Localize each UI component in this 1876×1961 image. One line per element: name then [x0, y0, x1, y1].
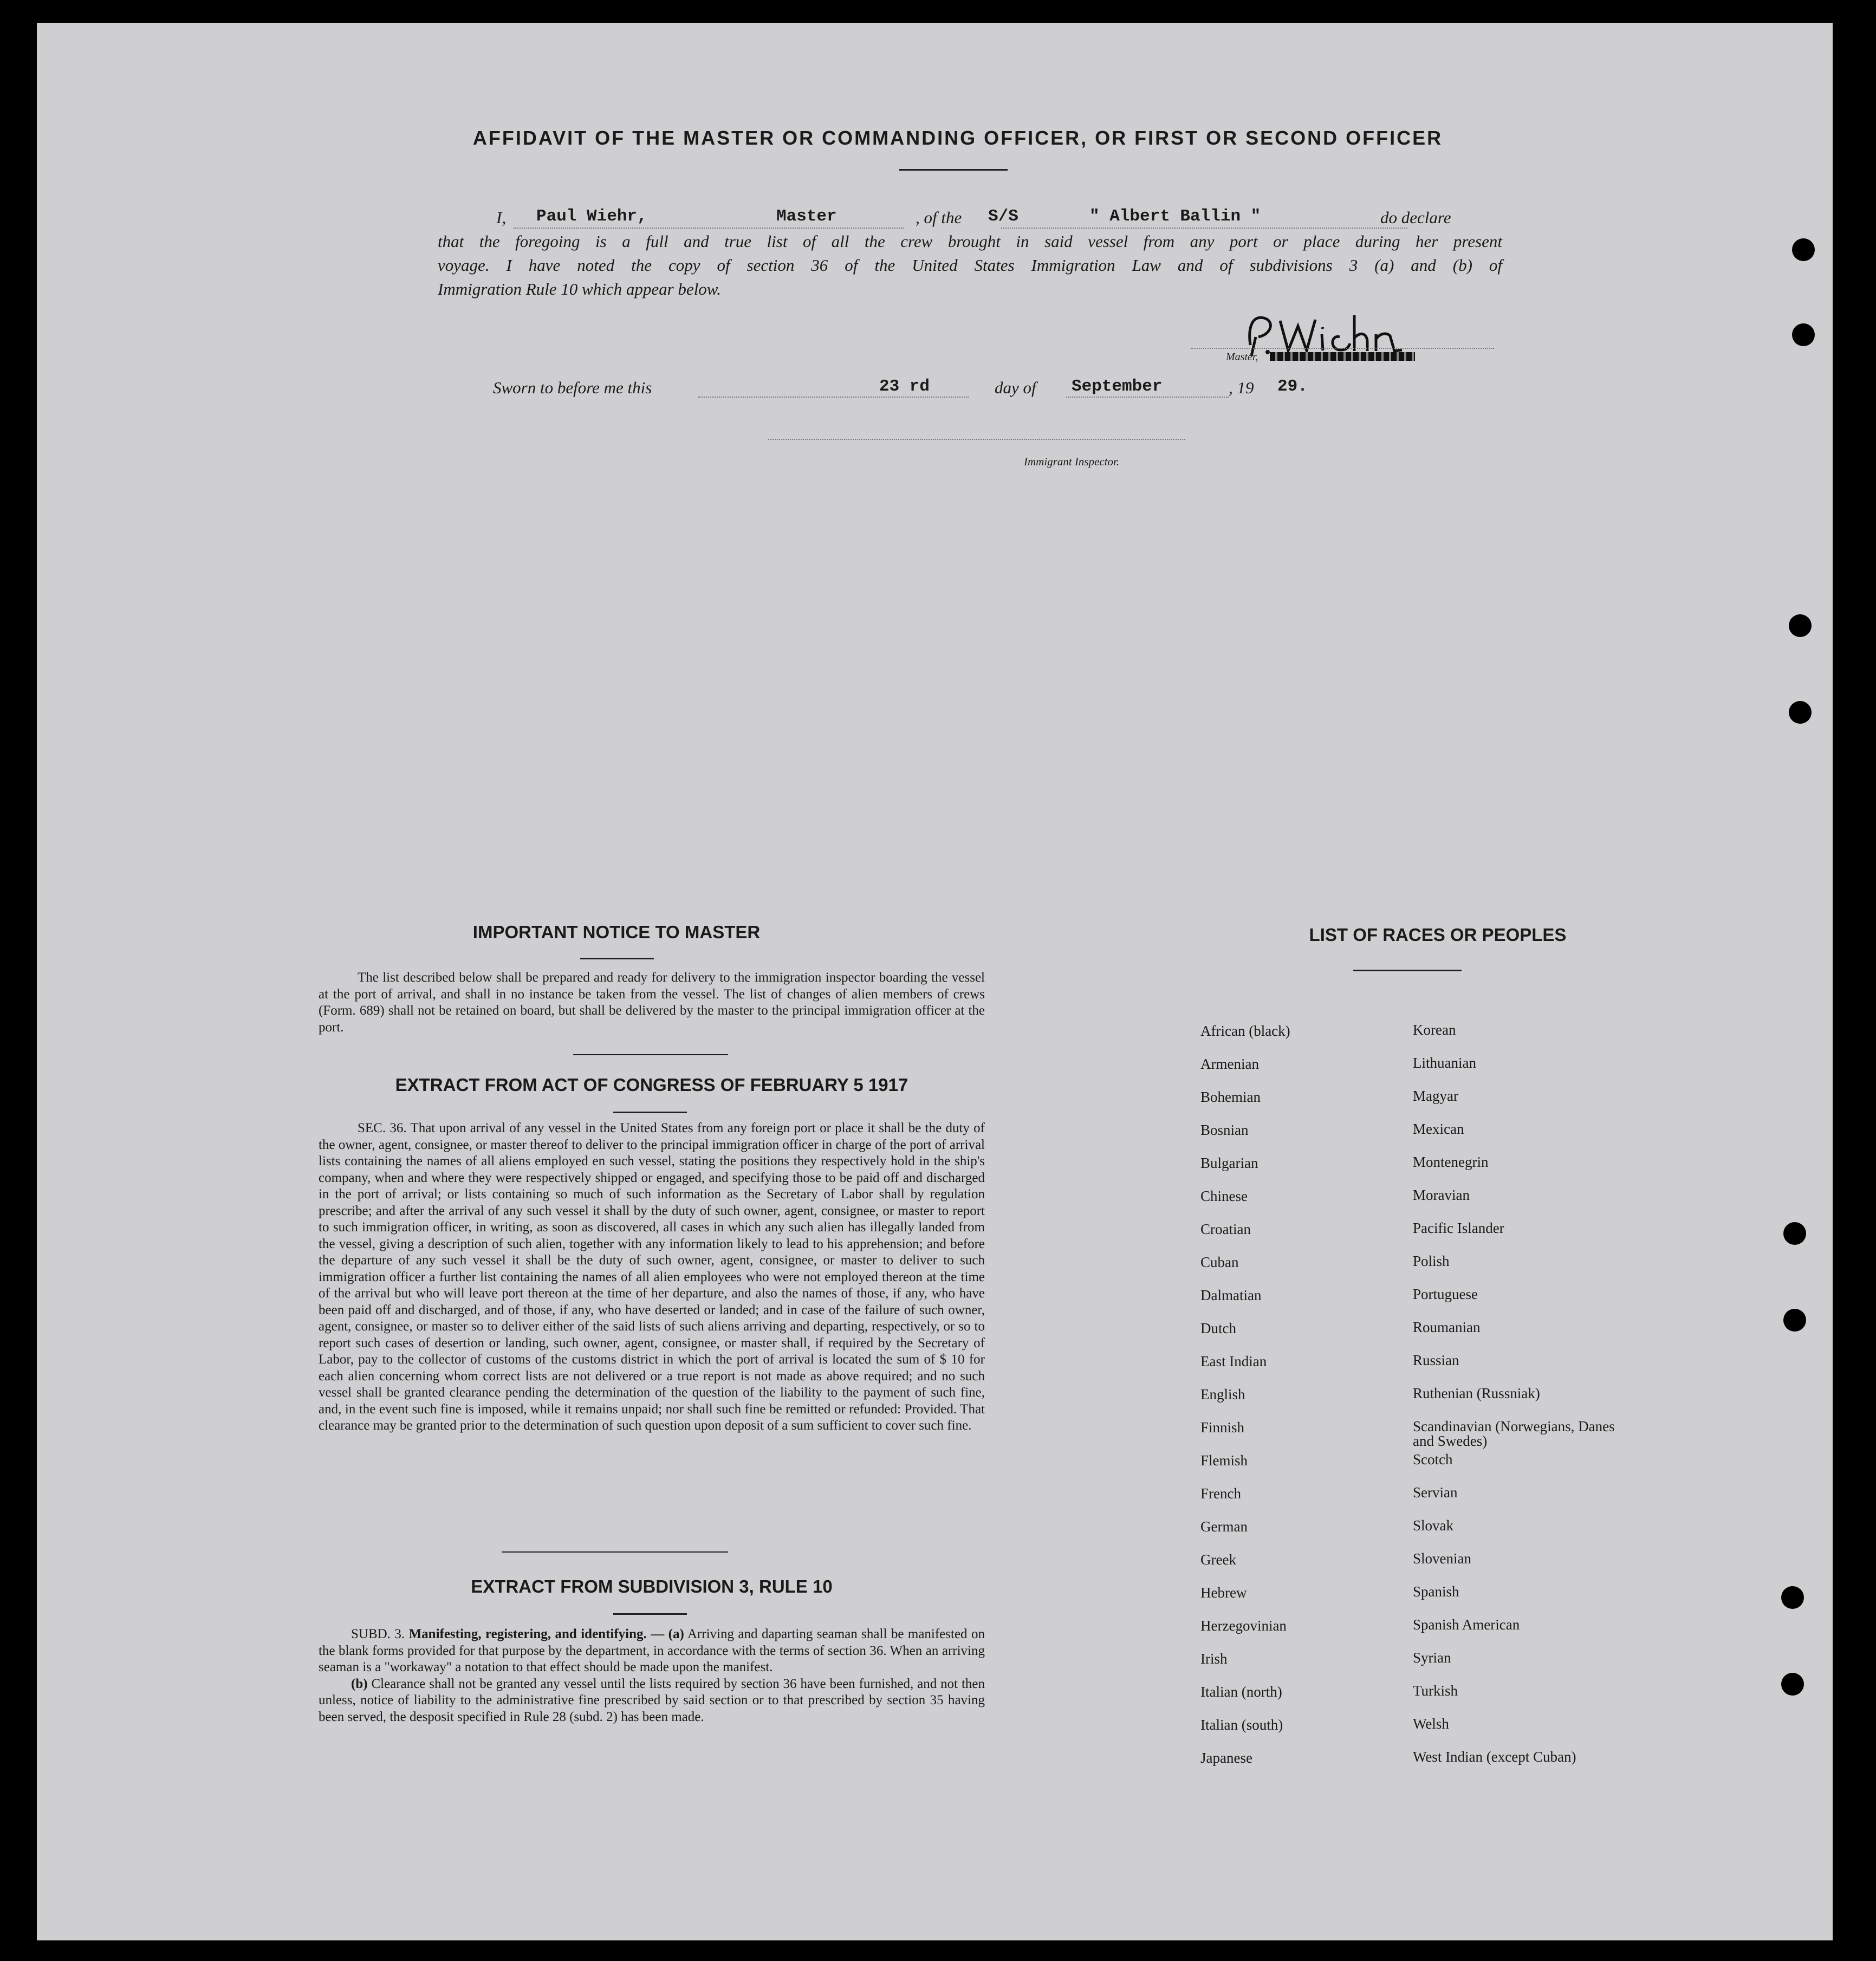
race-item: Japanese — [1200, 1750, 1252, 1766]
race-item: Roumanian — [1413, 1319, 1481, 1335]
race-item: Turkish — [1413, 1683, 1458, 1699]
race-item: Irish — [1200, 1651, 1228, 1667]
punch-hole — [1792, 323, 1815, 346]
form-sheet — [37, 23, 1833, 1940]
act-divider — [613, 1112, 687, 1113]
race-item: Greek — [1200, 1551, 1236, 1568]
race-item: Servian — [1413, 1484, 1458, 1501]
race-item: African (black) — [1200, 1023, 1290, 1039]
race-item: Cuban — [1200, 1254, 1239, 1270]
race-item: West Indian (except Cuban) — [1413, 1749, 1576, 1765]
affidavit-heading: AFFIDAVIT OF THE MASTER OR COMMANDING OFFICER, OR FIRST OR SECOND OFFICER — [472, 127, 1443, 149]
race-item: Hebrew — [1200, 1585, 1247, 1601]
inspector-label: Immigrant Inspector. — [1024, 455, 1120, 468]
act-heading: EXTRACT FROM ACT OF CONGRESS OF FEBRUARY 5 1917 — [395, 1075, 908, 1095]
race-item: Magyar — [1413, 1088, 1458, 1104]
year-suffix: 29. — [1277, 377, 1308, 396]
notice-text: The list described below shall be prepared and ready for delivery to the immigration inspector boarding the vessel at the port of arrival, and shall in no instance be taken from the vessel. The list of changes of alien members of crews (Form. 689) shall not be retained on board, but shall be delivered by the master to the principal immigration officer at the port. — [319, 970, 985, 1035]
sworn-label: Sworn to before me this — [493, 378, 652, 397]
race-item: Polish — [1413, 1253, 1450, 1269]
punch-hole — [1781, 1586, 1804, 1609]
race-item: Pacific Islander — [1413, 1220, 1504, 1236]
race-item: Scandinavian (Norwegians, Danes and Swedes) — [1413, 1418, 1615, 1449]
affidavit-line-4: Immigration Rule 10 which appear below. — [438, 280, 721, 298]
race-item: East Indian — [1200, 1353, 1267, 1369]
master-rank: Master — [776, 207, 837, 226]
notice-divider — [580, 958, 654, 959]
race-item: Portuguese — [1413, 1286, 1478, 1302]
race-item: Mexican — [1413, 1121, 1464, 1137]
act-text: SEC. 36. That upon arrival of any vessel in the United States from any foreign port or place it shall be the duty of the owner, agent, consignee, or master thereof to deliver to the principal immigration officer in charge of the port of arrival lists containing the names of all aliens employed en such vessel, stating the positions they respectively hold in the ship's company, when and where they were respectively shipped or engaged, and specifying those to be paid off and discharged in the port of arrival; or lists containing so much of such information as the Secretary of Labor shall by regulation prescribe; and after the arrival of any such vessel it shall by the duty of such owner, agent, consignee, or master to report to such immigration officer, in writing, as soon as discovered, all cases in which any such alien has illegally landed from the vessel, giving a description of such alien, together with any information likely to lead to his apprehension; and before the departure of any such vessel it shall be the duty of such owner, agent, consignee, or master to deliver to such immigration officer a further list containing the names of all alien employees who were not employed thereon at the time of the arrival but who will leave port thereon at the time of her departure, and also the names of those, if any, who have been paid off and discharged, and of those, if any, who have deserted or landed; and in case of the failure of such owner, agent, consignee, or master so to deliver either of the said lists of such aliens arriving and departing, respectively, or so to report such cases of desertion or landing, such owner, agent, consignee, or master shall, if required by the Secretary of Labor, pay to the collector of customs of the customs district in which the port of arrival is located the sum of $ 10 for each alien concerning whom correct lists are not delivered or a true report is not made as above required; and no such vessel shall be granted clearance pending the determination of the question of the liability to the payment of such fine, and, in the event such fine is imposed, while it remains unpaid; nor shall such fine be remitted or refunded: Provided. That clearance may be granted prior to the determination of such question upon deposit of a sum sufficient to cover such fine. — [319, 1121, 985, 1433]
of-the-label: , of the — [916, 208, 962, 227]
race-item: Moravian — [1413, 1187, 1470, 1203]
master-signature-label: Master, — [1226, 351, 1258, 363]
race-item: Armenian — [1200, 1056, 1259, 1072]
affidavit-line-3: voyage. I have noted the copy of section 36 of the United States Immigration Law and of subdivisions 3 (a) and (b) of — [438, 256, 1502, 275]
vessel-name: " Albert Ballin " — [1089, 207, 1261, 226]
day-of-label: day of — [995, 378, 1036, 397]
race-item: Slovenian — [1413, 1550, 1471, 1567]
race-item: English — [1200, 1386, 1245, 1402]
race-item: Flemish — [1200, 1452, 1248, 1469]
sworn-day: 23 rd — [879, 377, 930, 396]
race-item: Scotch — [1413, 1451, 1453, 1467]
race-item: Ruthenian (Russniak) — [1413, 1385, 1540, 1401]
race-item: Spanish — [1413, 1583, 1459, 1600]
race-item: Dutch — [1200, 1320, 1236, 1336]
heading-divider — [899, 169, 1008, 171]
subdivision-heading: EXTRACT FROM SUBDIVISION 3, RULE 10 — [471, 1576, 833, 1596]
punch-hole — [1792, 238, 1815, 261]
race-item: Syrian — [1413, 1650, 1451, 1666]
punch-hole — [1789, 614, 1812, 637]
punch-hole — [1783, 1309, 1806, 1332]
race-item: Bulgarian — [1200, 1155, 1258, 1171]
master-name: Paul Wiehr, — [536, 207, 647, 226]
race-item: Herzegovinian — [1200, 1618, 1287, 1634]
race-item: Italian (north) — [1200, 1684, 1282, 1700]
races-heading: LIST OF RACES OR PEOPLES — [1309, 925, 1567, 945]
notice-heading: IMPORTANT NOTICE TO MASTER — [472, 922, 761, 942]
subdivision-divider — [613, 1613, 687, 1615]
race-item: Dalmatian — [1200, 1287, 1262, 1303]
affidavit-i: I, — [496, 208, 507, 227]
year-prefix: , 19 — [1229, 378, 1254, 397]
race-item: French — [1200, 1485, 1241, 1502]
races-divider — [1353, 970, 1462, 971]
race-item: Bosnian — [1200, 1122, 1249, 1138]
punch-hole — [1783, 1222, 1806, 1245]
race-item: Korean — [1413, 1022, 1456, 1038]
subdivision-text: SUBD. 3. Manifesting, registering, and identifying. — (a) Arriving and daparting seaman shall be manifested on the blank forms provided for that purpose by the department, in accordance with the terms of section 36. When an arriving seaman is a "workaway" a notation to that effect should be made upon the manifest. (b) Clearance shall not be granted any vessel until the lists required by section 36 have been furnished, and not then unless, notice of liability to the administrative fine prescribed by said section or to that prescribed by section 35 having been served, the desposit specified in Rule 28 (subd. 2) has been made. — [319, 1627, 985, 1724]
race-item: Chinese — [1200, 1188, 1248, 1204]
act-divider-2 — [502, 1551, 728, 1553]
race-item: Italian (south) — [1200, 1717, 1283, 1733]
do-declare-label: do declare — [1380, 208, 1451, 227]
sworn-month: September — [1072, 377, 1163, 396]
vessel-prefix: S/S — [988, 207, 1018, 226]
punch-hole — [1789, 701, 1812, 724]
race-item: Russian — [1413, 1352, 1459, 1368]
race-item: German — [1200, 1518, 1248, 1535]
race-item: Spanish American — [1413, 1616, 1520, 1633]
struck-out-title — [1270, 352, 1415, 361]
race-item: Finnish — [1200, 1419, 1245, 1436]
race-item: Croatian — [1200, 1221, 1251, 1237]
race-item: Bohemian — [1200, 1089, 1261, 1105]
race-item: Welsh — [1413, 1716, 1449, 1732]
race-item: Slovak — [1413, 1517, 1454, 1534]
punch-hole — [1781, 1673, 1804, 1696]
affidavit-line-2: that the foregoing is a full and true list of all the crew brought in said vessel from any port or place during her present — [438, 232, 1502, 251]
race-item: Montenegrin — [1413, 1154, 1489, 1170]
race-item: Lithuanian — [1413, 1055, 1476, 1071]
notice-divider-2 — [573, 1054, 728, 1055]
